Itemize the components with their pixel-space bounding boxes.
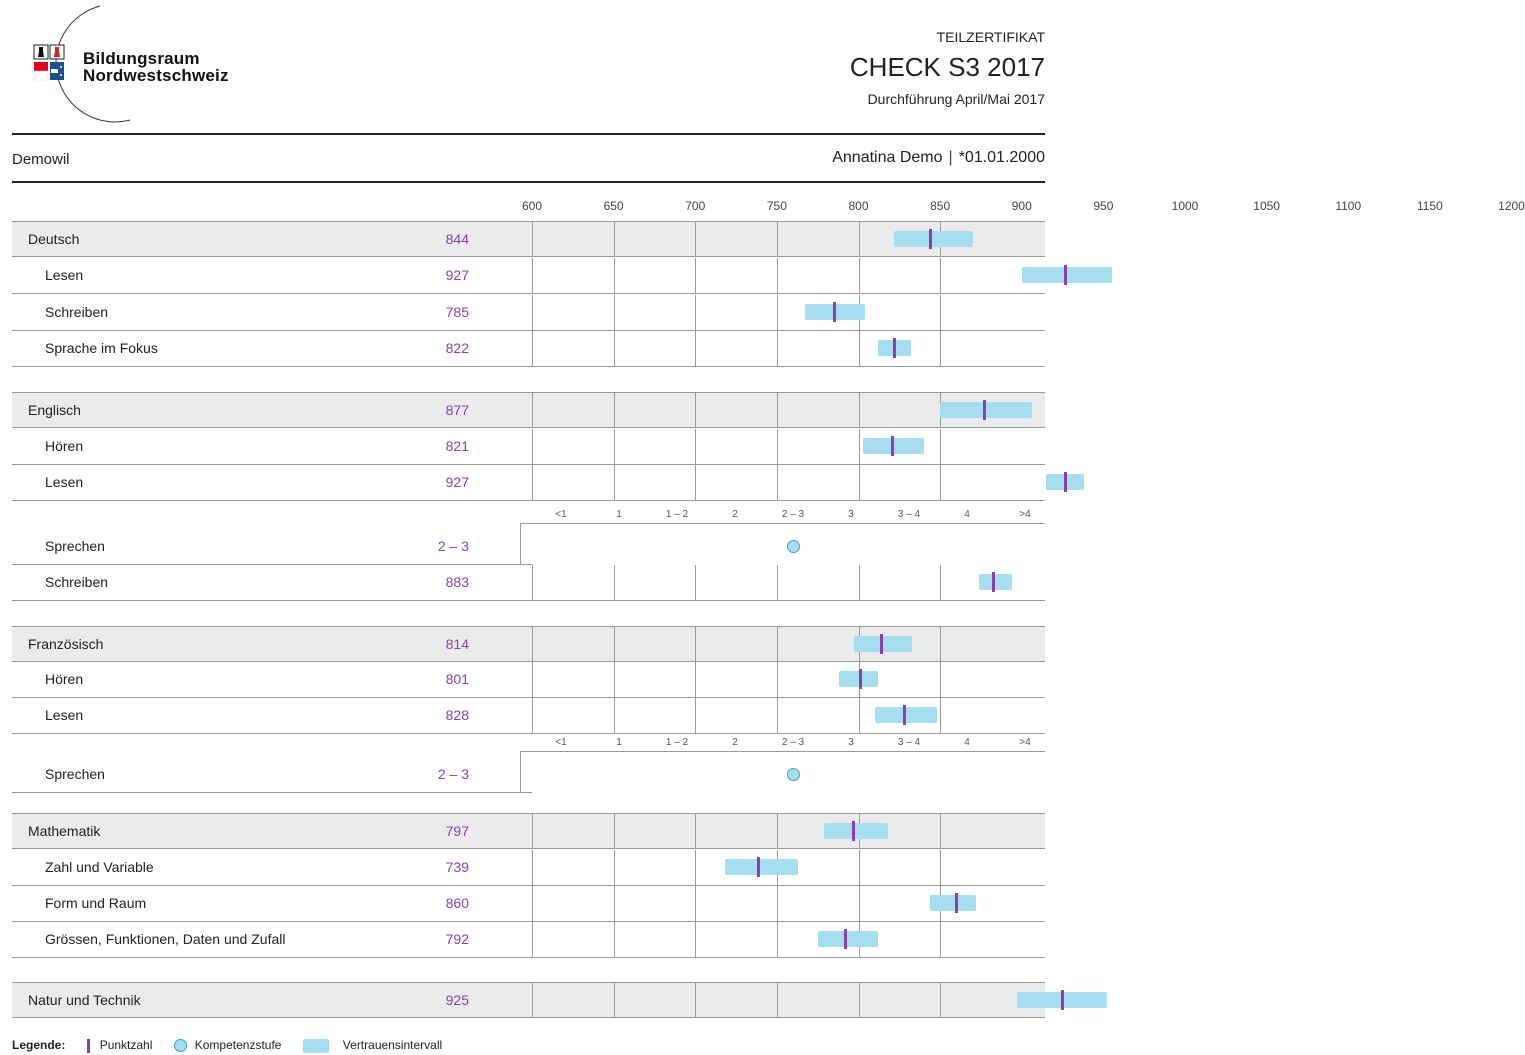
level-scale-divider [520,523,1045,524]
grid-cell [614,465,696,500]
grid-cell [940,331,1022,366]
grid-cell [695,662,777,697]
subject-row [12,392,1045,428]
person-dob: *01.01.2000 [958,149,1045,166]
grid-cell [940,258,1022,293]
score-marker [992,572,995,592]
confidence-interval-bar [894,231,972,247]
confidence-interval-bar [875,707,937,723]
grid-cell [695,814,777,848]
score-marker [893,338,896,358]
row-score: 927 [445,474,469,490]
grid-cell [859,886,941,921]
row-score: 797 [445,823,469,839]
row-label: Hören [45,438,84,454]
axis-tick-label: 1050 [1253,199,1280,213]
level-tick-label: 3 [848,737,854,748]
row-label: Deutsch [28,231,80,247]
skill-row [12,698,1045,734]
grid-cell [940,922,1022,957]
level-tick-label: 1 [616,509,622,520]
grid-cell [614,295,696,330]
score-marker [757,857,760,877]
grid-cell [859,850,941,885]
grid-cell [777,222,859,256]
grid-cell [777,429,859,464]
grid-cell [695,698,777,733]
grid-cell [940,662,1022,697]
score-marker [1064,472,1067,492]
row-label: Englisch [28,402,81,418]
row-score: 828 [445,707,469,723]
grid-cell [777,258,859,293]
skill-row [12,429,1045,465]
level-dot-icon [174,1039,187,1052]
grid-cell [532,565,614,600]
level-scale-divider [520,751,1045,752]
row-label: Sprechen [45,766,105,782]
grid-cell [614,814,696,848]
score-marker [903,705,906,725]
grid-cell [614,698,696,733]
row-score: 860 [445,895,469,911]
legend-interval [303,1038,442,1052]
row-label: Grössen, Funktionen, Daten und Zufall [45,931,286,947]
legend-point-label: Punktzahl [99,1038,153,1052]
legend-interval-label: Vertrauensintervall [342,1038,443,1052]
skill-row [12,529,532,565]
grid-cell [940,429,1022,464]
row-score: 801 [445,671,469,687]
grid-cell [532,698,614,733]
level-tick-label: 1 [616,737,622,748]
grid-cell [614,922,696,957]
level-tick-label: 3 – 4 [897,737,921,748]
score-marker [833,302,836,322]
grid-cell [859,393,941,427]
score-marker [852,821,855,841]
grid-cell [532,627,614,661]
level-tick-label: 1 – 2 [665,737,689,748]
grid-cell [695,393,777,427]
subject-row [12,813,1045,849]
grid-cell [859,295,941,330]
grid-cell [532,983,614,1017]
row-score: 927 [445,267,469,283]
skill-row [12,922,1045,958]
certificate-type: TEILZERTIFIKAT [936,29,1045,45]
skill-row [12,331,1045,367]
score-marker-icon [87,1039,90,1053]
grid-cell [614,565,696,600]
skill-row [12,662,1045,698]
row-label: Schreiben [45,304,109,320]
legend-level-label: Kompetenzstufe [194,1038,282,1052]
grid-cell [777,886,859,921]
row-label: Mathematik [28,823,101,839]
confidence-interval-bar [979,574,1012,590]
row-score: 925 [445,992,469,1008]
level-tick-label: 4 [964,737,970,748]
confidence-interval-bar [818,931,878,947]
grid-cell [614,331,696,366]
axis-tick-label: 600 [521,199,543,213]
grid-cell [695,627,777,661]
row-score: 883 [445,574,469,590]
grid-cell [532,429,614,464]
level-tick-label: <1 [555,509,567,520]
score-marker [859,669,862,689]
interval-swatch-icon [303,1039,329,1053]
org-name-line2: Nordwestschweiz [83,66,229,85]
grid-cell [777,565,859,600]
subject-row [12,982,1045,1018]
score-marker [891,436,894,456]
grid-cell [614,429,696,464]
grid-cell [532,258,614,293]
legend-title: Legende: [12,1038,66,1052]
confidence-interval-bar [824,823,888,839]
axis-tick-label: 1100 [1335,199,1362,213]
grid-cell [532,295,614,330]
info-divider [12,181,1045,183]
row-label: Hören [45,671,84,687]
axis-tick-label: 1000 [1171,199,1199,213]
score-marker [983,400,986,420]
legend [12,1038,442,1053]
axis-tick-label: 800 [848,199,869,213]
axis-tick-label: 850 [930,199,951,213]
score-marker [880,634,883,654]
axis-tick-label: 750 [766,199,787,213]
grid-cell [614,983,696,1017]
level-tick-label: 2 – 3 [781,509,805,520]
grid-cell [614,222,696,256]
score-marker [955,893,958,913]
grid-cell [532,850,614,885]
level-tick-label: 4 [964,509,970,520]
grid-cell [695,886,777,921]
score-marker [1064,265,1067,285]
school-name: Demowil [12,151,70,168]
row-label: Französisch [28,636,104,652]
grid-cell [695,222,777,256]
confidence-interval-bar [930,895,976,911]
org-name-line1: Bildungsraum [83,49,200,68]
subject-row [12,626,1045,662]
row-label: Natur und Technik [28,992,141,1008]
header-divider [12,133,1045,135]
level-tick-label: 1 – 2 [665,509,689,520]
competence-level-dot [787,540,800,553]
grid-cell [532,662,614,697]
grid-cell [940,295,1022,330]
subject-row [12,221,1045,257]
grid-cell [940,814,1022,848]
skill-row [12,757,532,793]
row-score: 739 [445,859,469,875]
level-tick-label: 2 – 3 [781,737,805,748]
grid-cell [532,886,614,921]
grid-cell [940,465,1022,500]
row-score: 814 [445,636,469,652]
grid-cell [532,814,614,848]
grid-cell [859,465,941,500]
row-label: Sprechen [45,538,105,554]
legend-level [174,1038,282,1052]
axis-tick-label: 1150 [1416,199,1443,213]
skill-row [12,465,1045,501]
grid-cell [532,922,614,957]
row-label: Lesen [45,474,84,490]
legend-point [87,1038,153,1052]
grid-cell [614,662,696,697]
level-tick-label: >4 [1019,737,1031,748]
grid-cell [614,850,696,885]
grid-cell [777,465,859,500]
grid-cell [940,983,1022,1017]
skill-row [12,565,1045,601]
row-score: 877 [445,402,469,418]
level-tick-label: >4 [1019,509,1031,520]
grid-cell [940,698,1022,733]
row-score: 2 – 3 [437,766,469,782]
level-scale [520,733,1045,753]
grid-cell [532,331,614,366]
grid-cell [777,983,859,1017]
skill-row [12,258,1045,294]
row-label: Lesen [45,267,84,283]
row-label: Sprache im Fokus [45,340,158,356]
level-row-divider [520,751,521,793]
row-label: Zahl und Variable [45,859,154,875]
grid-cell [695,922,777,957]
grid-cell [532,465,614,500]
grid-cell [614,258,696,293]
grid-cell [777,627,859,661]
score-marker [844,929,847,949]
confidence-interval-bar [854,636,913,652]
confidence-interval-bar [940,402,1031,418]
grid-cell [859,983,941,1017]
score-marker [929,229,932,249]
certificate-subtitle: Durchführung April/Mai 2017 [867,91,1045,107]
skill-row [12,850,1045,886]
row-score: 785 [445,304,469,320]
competence-level-dot [787,768,800,781]
level-tick-label: 3 [848,509,854,520]
canton-coats-of-arms-logo [34,45,64,80]
person-separator: | [948,149,953,166]
certificate-title: CHECK S3 2017 [849,52,1045,82]
grid-cell [695,465,777,500]
grid-cell [695,331,777,366]
level-row-divider [520,523,521,565]
grid-cell [859,565,941,600]
row-score: 844 [445,231,469,247]
level-tick-label: 3 – 4 [897,509,921,520]
row-label: Schreiben [45,574,109,590]
person-name: Annatina Demo [832,149,943,166]
grid-cell [532,393,614,427]
grid-cell [532,222,614,256]
level-tick-label: 2 [732,737,738,748]
grid-cell [695,983,777,1017]
skill-row [12,295,1045,331]
skill-row [12,886,1045,922]
axis-tick-label: 900 [1011,199,1032,213]
axis-tick-label: 650 [603,199,624,213]
level-tick-label: <1 [555,737,567,748]
grid-cell [859,258,941,293]
row-score: 822 [445,340,469,356]
row-label: Form und Raum [45,895,147,911]
axis-tick-label: 950 [1093,199,1114,213]
grid-cell [695,258,777,293]
person-info [832,149,1045,167]
grid-cell [777,698,859,733]
confidence-interval-bar [725,859,798,875]
grid-cell [695,565,777,600]
row-score: 2 – 3 [437,538,469,554]
grid-cell [614,393,696,427]
axis-tick-label: 1200 [1498,199,1525,213]
row-label: Lesen [45,707,84,723]
grid-cell [777,393,859,427]
grid-cell [695,429,777,464]
row-score: 821 [445,438,469,454]
score-marker [1061,990,1064,1010]
grid-cell [695,295,777,330]
grid-cell [940,850,1022,885]
grid-cell [940,627,1022,661]
level-scale [520,505,1045,525]
axis-tick-label: 700 [685,199,706,213]
grid-cell [614,886,696,921]
row-score: 792 [445,931,469,947]
grid-cell [777,331,859,366]
grid-cell [614,627,696,661]
level-tick-label: 2 [732,509,738,520]
